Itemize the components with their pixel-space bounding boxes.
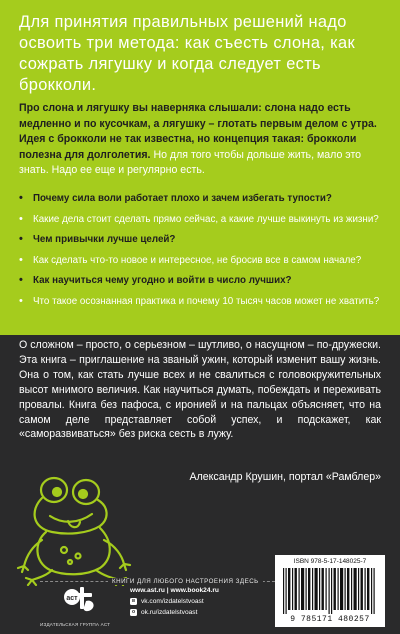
ok-icon: о (131, 609, 136, 615)
vk-link-text[interactable]: vk.com/izdatelstvoast (141, 598, 204, 605)
list-item: • Что такое осознанная практика и почему 10 тысяч часов может не хватить? (19, 295, 384, 309)
isbn: ISBN 978-5-17-148025-7 (293, 558, 367, 565)
review-text: О сложном – просто, о серьезном – шутливо, о насущном – по-дружески. Эта книга – приглашение на званый ужин, который изменит вашу жизнь. Она о том, как стать лучше всех и не свалиться с головокружительных высот мнимого величия. Как научиться думать, побеждать и переживать провалы. Книга без пафоса, с иронией и на пальцах объясняет, что на самом деле представляет собой успех, и подскажет, как «саморазвиваться» без риска сесть в лужу. (19, 339, 381, 441)
list-item: • Какие дела стоит сделать прямо сейчас, а какие лучше выкинуть из жизни? (19, 213, 384, 227)
intro-white-text: Но для того чтобы дольше жить, мало это знать. Надо ее еще и регулярно есть. (19, 148, 362, 177)
site-links-text[interactable]: www.ast.ru | www.book24.ru (130, 587, 219, 594)
slogan: КНИГИ ДЛЯ ЛЮБОГО НАСТРОЕНИЯ ЗДЕСЬ (108, 578, 263, 585)
vk-link[interactable] (130, 596, 219, 607)
list-item: • Как научиться чему угодно и войти в число лучших? (19, 274, 384, 288)
site-links[interactable] (130, 585, 219, 596)
barcode-block (275, 555, 385, 627)
list-item: • Как сделать что-то новое и интересное, не бросив все в самом начале? (19, 254, 384, 268)
review-author: Александр Крушин, портал «Рамблер» (189, 471, 381, 483)
headline: Для принятия правильных решений надо освоить три метода: как съесть слона, как сожрать лягушку и когда следует есть брокколи. (19, 13, 355, 94)
intro-paragraph (19, 101, 384, 179)
ok-link-text[interactable]: ok.ru/izdatelstvoast (141, 609, 198, 616)
ast-logo (62, 583, 98, 615)
ok-link[interactable] (130, 607, 219, 618)
vk-icon: в (131, 598, 136, 604)
publisher-name: ИЗДАТЕЛЬСКАЯ ГРУППА АСТ (40, 622, 111, 627)
publisher-links (130, 585, 219, 618)
intro-bold-text: Про слона и лягушку вы наверняка слышали: слона надо есть медленно и по кусочкам, а лягушку – глотать первым делом с утра. Идея с брокколи не так известна, но концепция такая: брокколи полезна для долголетия. (19, 102, 377, 161)
list-item: • Почему сила воли работает плохо и зачем избегать тупости? (19, 192, 384, 206)
questions-list (19, 192, 384, 316)
barcode-icon (283, 568, 377, 614)
ast-logo-text: аст (66, 595, 78, 602)
frog-illustration (12, 470, 140, 586)
list-item: • Чем привычки лучше целей? (19, 233, 384, 247)
barcode-number: 9 785171 480257 (290, 615, 370, 624)
